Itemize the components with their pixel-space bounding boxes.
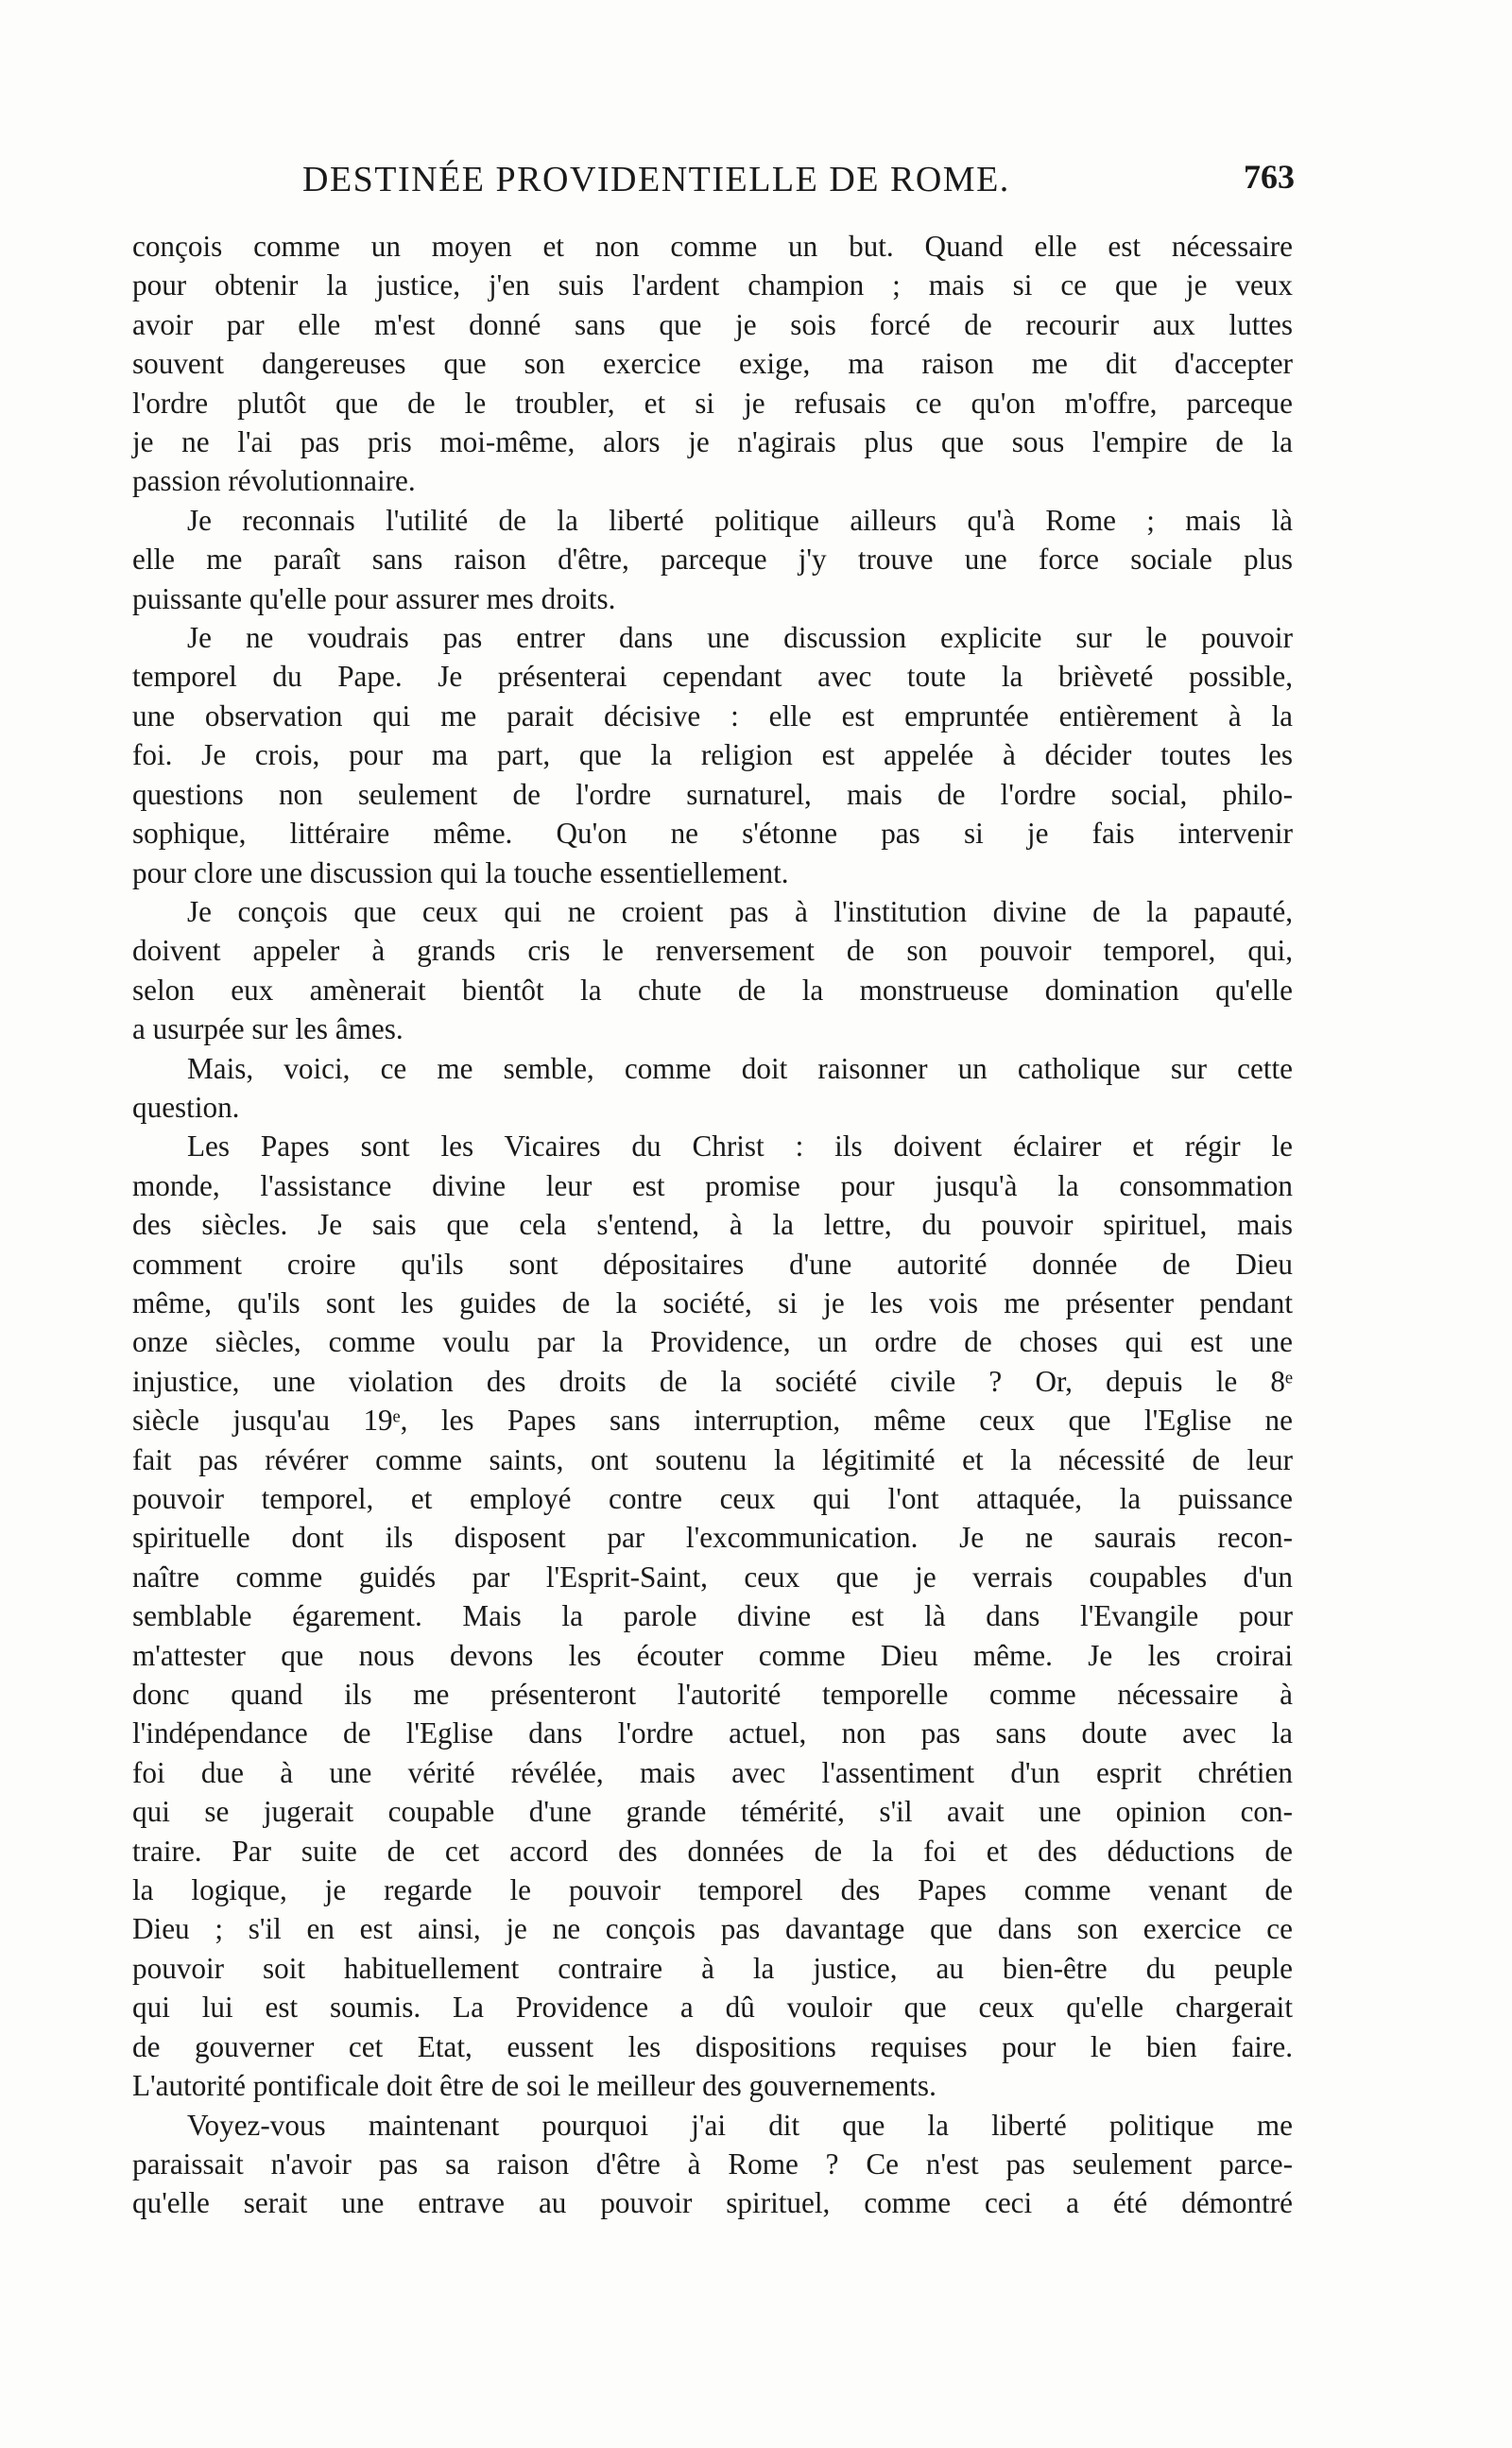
text-line: L'autorité pontificale doit être de soi le meilleur des gouvernements.: [132, 2069, 936, 2103]
text-line: paraissait n'avoir pas sa raison d'être à Rome ? Ce n'est pas seulement parce-: [132, 2146, 1293, 2181]
text-line: temporel du Pape. Je présenterai cependant avec toute la brièveté possible,: [132, 660, 1293, 694]
text-line: qui lui est soumis. La Providence a dû vouloir que ceux qu'elle chargerait: [132, 1991, 1293, 2025]
text-line: onze siècles, comme voulu par la Providence, un ordre de choses qui est une: [132, 1325, 1293, 1359]
text-line: questions non seulement de l'ordre surnaturel, mais de l'ordre social, philo-: [132, 777, 1293, 811]
text-line: injustice, une violation des droits de la société civile ? Or, depuis le 8ᵉ: [132, 1364, 1293, 1398]
text-line: foi due à une vérité révélée, mais avec l'assentiment d'un esprit chrétien: [132, 1755, 1293, 1789]
text-line: Je conçois que ceux qui ne croient pas à l'institution divine de la papauté,: [187, 894, 1293, 928]
text-line: même, qu'ils sont les guides de la société, si je les vois me présenter pendant: [132, 1285, 1293, 1319]
text-line: traire. Par suite de cet accord des données de la foi et des déductions de: [132, 1834, 1293, 1868]
text-line: l'indépendance de l'Eglise dans l'ordre actuel, non pas sans doute avec la: [132, 1716, 1293, 1750]
text-line: donc quand ils me présenteront l'autorité temporelle comme nécessaire à: [132, 1678, 1293, 1712]
text-line: Je reconnais l'utilité de la liberté politique ailleurs qu'à Rome ; mais là: [187, 503, 1293, 537]
text-line: conçois comme un moyen et non comme un but. Quand elle est nécessaire: [132, 230, 1293, 263]
text-line: des siècles. Je sais que cela s'entend, à la lettre, du pouvoir spirituel, mais: [132, 1208, 1293, 1242]
text-line: question.: [132, 1090, 240, 1124]
text-line: naître comme guidés par l'Esprit-Saint, ceux que je verrais coupables d'un: [132, 1560, 1293, 1594]
text-line: fait pas révérer comme saints, ont soutenu la légitimité et la nécessité de leur: [132, 1442, 1293, 1476]
running-title: DESTINÉE PROVIDENTIELLE DE ROME.: [302, 160, 1010, 199]
text-line: elle me paraît sans raison d'être, parceque j'y trouve une force sociale plus: [132, 543, 1293, 577]
text-line: comment croire qu'ils sont dépositaires d'une autorité donnée de Dieu: [132, 1247, 1293, 1281]
text-line: foi. Je crois, pour ma part, que la religion est appelée à décider toutes les: [132, 738, 1293, 772]
text-line: pouvoir temporel, et employé contre ceux qui l'ont attaquée, la puissance: [132, 1482, 1293, 1515]
text-line: m'attester que nous devons les écouter comme Dieu même. Je les croirai: [132, 1638, 1293, 1672]
text-line: avoir par elle m'est donné sans que je sois forcé de recourir aux luttes: [132, 307, 1293, 341]
text-line: pour clore une discussion qui la touche essentiellement.: [132, 855, 789, 889]
page-number: 763: [1244, 158, 1295, 196]
text-line: Mais, voici, ce me semble, comme doit raisonner un catholique sur cette: [187, 1051, 1293, 1085]
text-line: sophique, littéraire même. Qu'on ne s'étonne pas si je fais intervenir: [132, 817, 1293, 851]
text-line: selon eux amènerait bientôt la chute de la monstrueuse domination qu'elle: [132, 973, 1293, 1007]
text-line: de gouverner cet Etat, eussent les dispositions requises pour le bien faire.: [132, 2029, 1293, 2063]
text-line: Dieu ; s'il en est ainsi, je ne conçois pas davantage que dans son exercice ce: [132, 1912, 1293, 1946]
text-line: pouvoir soit habituellement contraire à la justice, au bien-être du peuple: [132, 1951, 1293, 1985]
text-line: une observation qui me parait décisive : elle est empruntée entièrement à la: [132, 698, 1293, 733]
text-line: l'ordre plutôt que de le troubler, et si je refusais ce qu'on m'offre, parceque: [132, 386, 1293, 420]
text-line: semblable égarement. Mais la parole divine est là dans l'Evangile pour: [132, 1599, 1293, 1633]
text-line: qu'elle serait une entrave au pouvoir spirituel, comme ceci a été démontré: [132, 2186, 1293, 2220]
text-line: puissante qu'elle pour assurer mes droits.: [132, 581, 616, 615]
body-text: [132, 227, 1293, 2223]
text-line: Voyez-vous maintenant pourquoi j'ai dit que la liberté politique me: [187, 2108, 1293, 2142]
text-line: spirituelle dont ils disposent par l'excommunication. Je ne saurais recon-: [132, 1521, 1293, 1555]
text-line: je ne l'ai pas pris moi-même, alors je n'agirais plus que sous l'empire de la: [132, 425, 1293, 459]
text-line: la logique, je regarde le pouvoir temporel des Papes comme venant de: [132, 1873, 1293, 1907]
text-line: Je ne voudrais pas entrer dans une discussion explicite sur le pouvoir: [187, 621, 1293, 655]
text-line: qui se jugerait coupable d'une grande témérité, s'il avait une opinion con-: [132, 1795, 1293, 1829]
text-line: siècle jusqu'au 19ᵉ, les Papes sans interruption, même ceux que l'Eglise ne: [132, 1404, 1293, 1438]
text-line: a usurpée sur les âmes.: [132, 1012, 404, 1046]
text-line: doivent appeler à grands cris le renversement de son pouvoir temporel, qui,: [132, 934, 1293, 968]
text-line: souvent dangereuses que son exercice exige, ma raison me dit d'accepter: [132, 347, 1293, 381]
text-line: pour obtenir la justice, j'en suis l'ardent champion ; mais si ce que je veux: [132, 268, 1293, 302]
text-line: monde, l'assistance divine leur est promise pour jusqu'à la consommation: [132, 1168, 1293, 1202]
page-header: [132, 159, 1295, 215]
text-line: passion révolutionnaire.: [132, 464, 416, 498]
text-line: Les Papes sont les Vicaires du Christ : ils doivent éclairer et régir le: [187, 1129, 1293, 1164]
